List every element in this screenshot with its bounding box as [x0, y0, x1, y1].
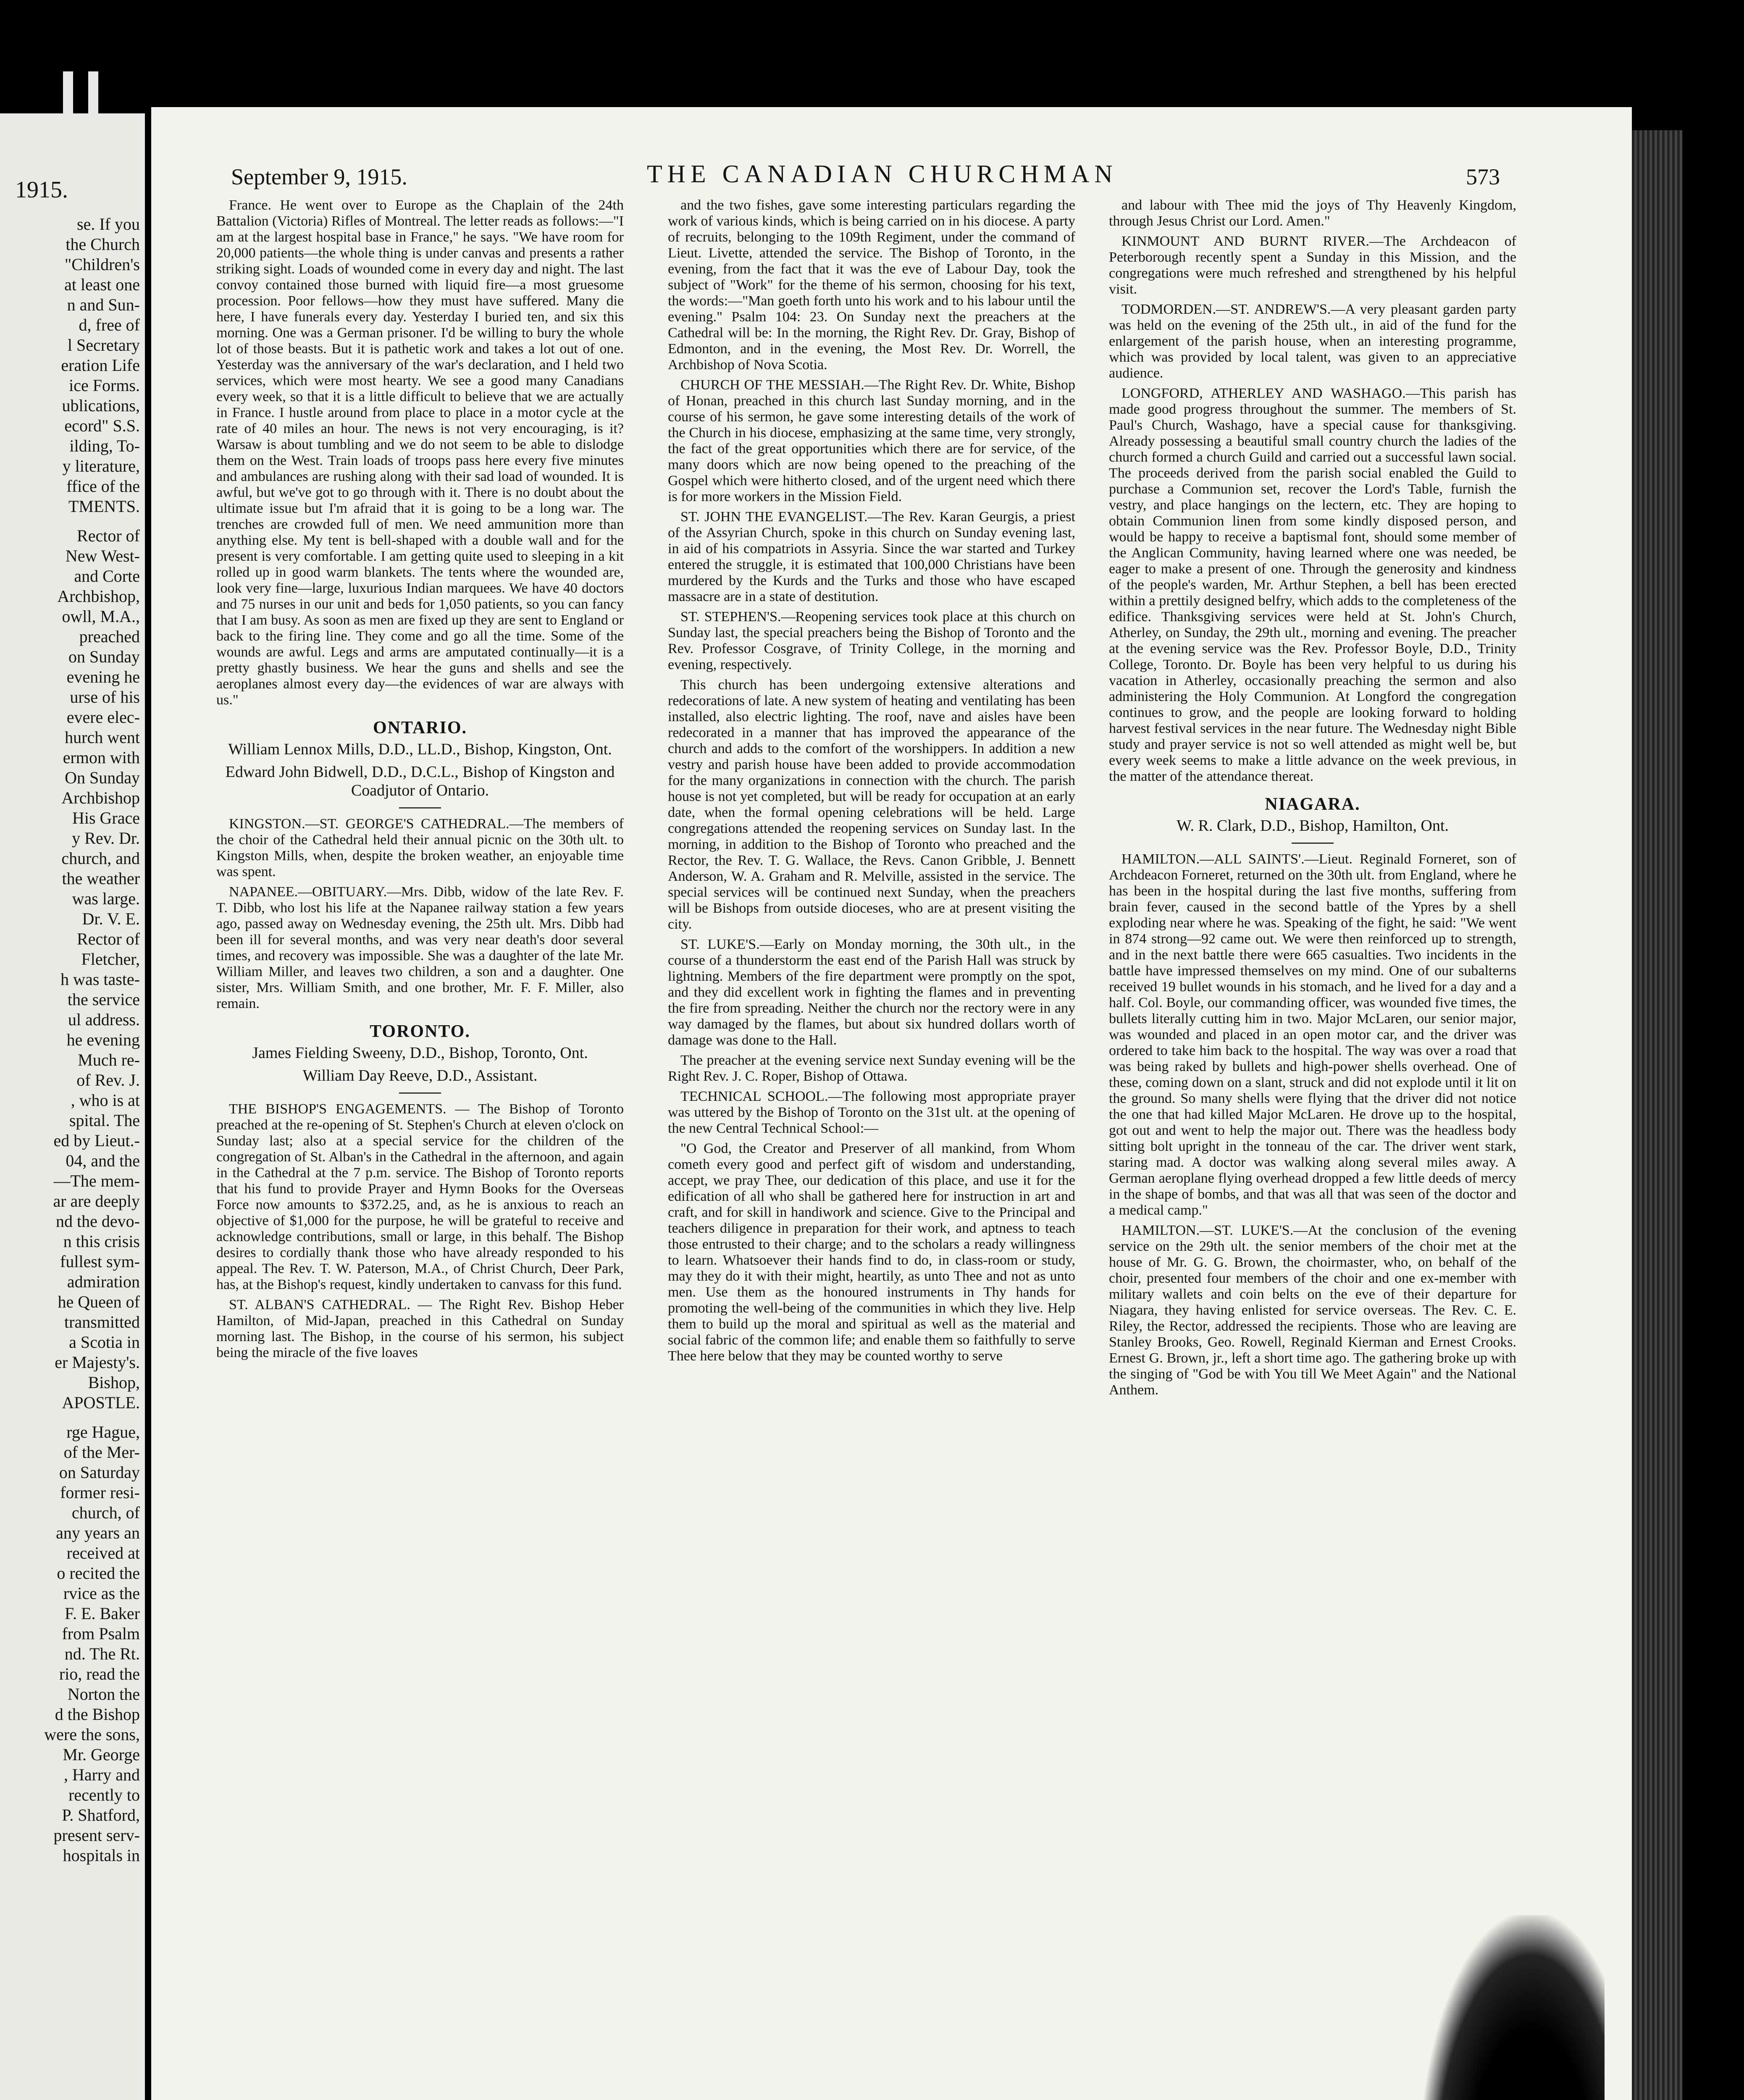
facing-page-line: Norton the: [67, 1685, 140, 1704]
facing-page-line: admiration: [67, 1272, 140, 1291]
facing-page-line: fullest sym-: [60, 1252, 140, 1271]
facing-page-line: of Rev. J.: [76, 1071, 140, 1089]
diocese-heading: TORONTO.: [370, 1022, 470, 1041]
facing-page-line: Mr. George: [63, 1745, 140, 1764]
facing-page-line: any years an: [56, 1523, 140, 1542]
bishop-line: Edward John Bidwell, D.D., D.C.L., Bishop of Kingston and Coadjutor of Ontario.: [225, 763, 615, 799]
article-paragraph: ST. ALBAN'S CATHEDRAL. — The Right Rev. Bishop Heber Hamilton, of Mid-Japan, preached in this Cathedral on Sunday morning last. The Bishop, in the course of his sermon, his subject being the miracle of the five loaves: [216, 1297, 624, 1360]
facing-page-line: present serv-: [53, 1826, 140, 1845]
facing-page-line: n and Sun-: [67, 295, 140, 314]
article-paragraph: NAPANEE.—OBITUARY.—Mrs. Dibb, widow of the late Rev. F. T. Dibb, who lost his life at the Napanee railway station a few years ago, passed away on Wednesday evening, the 25th ult. Mrs. Dibb had been ill for several months, and was very near death's door several times, and recovery was impossible. She was a daughter of the late Mr. William Miller, and leaves two children, a son and a daughter. One sister, Mrs. William Smith, and one brother, Mr. F. F. Miller, also remain.: [216, 884, 624, 1011]
facing-page-line: y literature,: [62, 457, 140, 475]
facing-page-line: TMENTS.: [68, 497, 140, 516]
facing-page-line: ilding, To-: [69, 436, 140, 455]
article-paragraph: France. He went over to Europe as the Chaplain of the 24th Battalion (Victoria) Rifles of Montreal. The letter reads as follows:—"I am at the largest hospital base in France," he says. "We have room for 20,000 patients—the whole thing is under canvas and presents a rather striking sight. Loads of wounded come in every day and night. The last convoy contained those burned with liquid fire—a most gruesome procession. Poor fellows—how they must have suffered. Many die here, I have funerals every day. Yesterday I buried ten, and six this morning. One was a German prisoner. I'd be willing to bury the whole lot of those beasts. But it is pathetic work and takes a lot out of one. Yesterday was the anniversary of the war's declaration, and I held two services, which were most hearty. We see a good many Canadians every week, so that it is a little difficult to believe that we are actually in France. I hustle around from place to place in a motor cycle at the rate of 40 miles an hour. The news is not very encouraging, is it? Warsaw is about tumbling and we do not seem to be able to dislodge them on the West. Train loads of troops pass here every five minutes and ambulances are rushing along with their sad load of wounded. It is awful, but we've got to go through with it. There is no doubt about the ultimate issue but I'm afraid that it is going to be a long war. The trenches are crowded full of men. We need ammunition more than anything else. My tent is bell-shaped with a double wall and for the present is very comfortable. I am getting quite used to sleeping in a kit rolled up in good warm blankets. The tents where the wounded are, look very fine—large, luxurious Indian marquees. We have 40 doctors and 75 nurses in our unit and beds for 1,050 patients, so you can fancy that I am busy. As soon as men are fixed up they are sent to England or back to the firing line. They come and go all the time. Some of the wounds are awful. Legs and arms are amputated continually—it is a pretty ghastly business. We hear the guns and shells and see the aeroplanes almost every day—the evidences of war are always with us.": [216, 197, 624, 708]
facing-page-line: urse of his: [70, 688, 140, 706]
facing-page-year: 1915.: [15, 177, 68, 203]
facing-page-line: received at: [66, 1544, 140, 1562]
section-rule: [399, 807, 441, 808]
facing-page-line: er Majesty's.: [55, 1353, 140, 1372]
facing-page-line: rio, read the: [59, 1664, 140, 1683]
facing-page-line: church, and: [61, 849, 140, 868]
article-paragraph: KINGSTON.—ST. GEORGE'S CATHEDRAL.—The members of the choir of the Cathedral held their annual picnic on the 30th ult. to Kingston Mills, when, despite the broken weather, an enjoyable time was spent.: [216, 816, 624, 879]
article-paragraph: ST. JOHN THE EVANGELIST.—The Rev. Karan Geurgis, a priest of the Assyrian Church, spoke in this church on Sunday evening last, in aid of his compatriots in Assyria. Since the war started and Turkey entered the struggle, it is estimated that 100,000 Christians have been murdered by the Kurds and the Turks and those who have escaped massacre are in a state of destitution.: [668, 509, 1075, 604]
facing-page-line: were the sons,: [44, 1725, 140, 1744]
facing-page-line: church, of: [71, 1503, 140, 1522]
facing-page-line: a Scotia in: [69, 1333, 140, 1352]
facing-page-line: the weather: [62, 869, 140, 888]
facing-page-line: P. Shatford,: [62, 1806, 140, 1824]
facing-page-line: y Rev. Dr.: [72, 829, 140, 848]
page-header: [151, 160, 1632, 197]
newspaper-page: [151, 107, 1632, 2100]
facing-page-line: nd. The Rt.: [64, 1644, 140, 1663]
facing-page-fragment: [0, 113, 145, 2100]
facing-page-line: Archbishop,: [57, 587, 140, 606]
facing-page-line: New West-: [65, 546, 140, 565]
facing-page-line: ed by Lieut.-: [53, 1131, 140, 1150]
facing-page-line: , Harry and: [63, 1765, 140, 1784]
facing-page-line: and Corte: [74, 567, 140, 585]
facing-page-line: he evening: [66, 1030, 140, 1049]
issue-date: September 9, 1915.: [231, 164, 407, 189]
article-paragraph: ST. STEPHEN'S.—Reopening services took place at this church on Sunday last, the special preachers being the Bishop of Toronto and the Rev. Professor Cosgrave, of Trinity College, in the morning and evening, respectively.: [668, 609, 1075, 672]
facing-page-line: l Secretary: [67, 336, 140, 354]
facing-page-line: F. E. Baker: [65, 1604, 140, 1623]
facing-page-line: nd the devo-: [56, 1212, 140, 1231]
facing-page-line: Rector of: [77, 526, 140, 545]
facing-page-line: rvice as the: [63, 1584, 140, 1603]
facing-page-line: "Children's: [64, 255, 140, 274]
facing-page-line: —The mem-: [53, 1171, 140, 1190]
facing-page-line: n this crisis: [63, 1232, 140, 1251]
facing-page-line: On Sunday: [65, 768, 140, 787]
bishop-line: James Fielding Sweeny, D.D., Bishop, Toronto, Ont.: [252, 1044, 588, 1062]
facing-page-line: o recited the: [57, 1564, 140, 1583]
facing-page-line: at least one: [64, 275, 140, 294]
page-number: 573: [1466, 164, 1500, 189]
binding-mark: [63, 71, 73, 118]
facing-page-line: Bishop,: [88, 1373, 140, 1392]
facing-page-line: ecord" S.S.: [64, 416, 140, 435]
facing-page-line: spital. The: [69, 1111, 140, 1130]
column-1: [216, 197, 624, 2100]
facing-page-line: hurch went: [65, 728, 140, 747]
article-paragraph: and labour with Thee mid the joys of Thy Heavenly Kingdom, through Jesus Christ our Lord. Amen.": [1109, 197, 1516, 229]
facing-page-line: d the Bishop: [55, 1705, 140, 1724]
facing-page-line: of the Mer-: [63, 1443, 140, 1462]
diocese-heading: NIAGARA.: [1265, 795, 1361, 814]
facing-page-line: ul address.: [68, 1010, 140, 1029]
section-rule: [1292, 843, 1334, 844]
facing-page-line: recently to: [68, 1785, 140, 1804]
facing-page-line: the Church: [66, 235, 140, 254]
article-paragraph: HAMILTON.—ST. LUKE'S.—At the conclusion of the evening service on the 29th ult. the senior members of the choir met at the house of Mr. G. G. Brown, the choirmaster, who, on behalf of the choir, presented four members of the choir and one ex-member with military wallets and coin belts on the eve of their departure for Niagara, they having enlisted for service overseas. The Rev. C. E. Riley, the Rector, addressed the recipients. Those who are leaving are Stanley Brooks, Geo. Rowell, Reginald Kierman and Ernest Crooks. Ernest G. Brown, jr., left a short time ago. The gathering broke up with the singing of "God be with You till We Meet Again" and the National Anthem.: [1109, 1223, 1516, 1398]
thumb-shadow: [1420, 1915, 1605, 2100]
article-paragraph: This church has been undergoing extensive alterations and redecorations of late. A new system of heating and ventilating has been installed, also electric lighting. The roof, nave and aisles have been redecorated in a manner that has improved the appearance of the church and adds to the comfort of the worshippers. In addition a new vestry and parish house have been added to provide accommodation for the many organizations in connection with the church. The parish house is not yet completed, but will be ready for occupation at an early date, when the formal opening celebrations will be held. Large congregations attended the reopening services on Sunday last. In the morning, in addition to the Bishop of Toronto who preached and the Rector, the Rev. T. G. Wallace, the Revs. Canon Gribble, J. Bennett Anderson, W. A. Graham and R. Melville, assisted in the service. The special services will be continued next Sunday, when the preachers will be Bishops from outside dioceses, who are at present visiting the city.: [668, 677, 1075, 932]
facing-page-line: preached: [79, 627, 140, 646]
article-paragraph: CHURCH OF THE MESSIAH.—The Right Rev. Dr. White, Bishop of Honan, preached in this church last Sunday morning, and in the course of his sermon, he gave some interesting details of the work of the Church in his diocese, emphasizing at the same time, very strongly, the fact of the great opportunities which there are for service, of the many doors which are now being opened to the preaching of the Gospel which were hitherto closed, and of the urgent need which there is for more workers in the Mission Field.: [668, 377, 1075, 504]
facing-page-line: d, free of: [79, 315, 140, 334]
facing-page-line: Archbishop: [61, 788, 140, 807]
facing-page-line: eration Life: [61, 356, 140, 375]
article-paragraph: THE BISHOP'S ENGAGEMENTS. — The Bishop of Toronto preached at the re-opening of St. Stephen's Church at eleven o'clock on Sunday last; also at a special service for the children of the congregation of St. Alban's in the Cathedral in the afternoon, and again in the Cathedral at the 7 p.m. service. The Bishop of Toronto reports that his fund to provide Prayer and Hymn Books for the Overseas Force now amounts to $372.25, and, as he is anxious to reach an objective of $1,000 for the purpose, he will be grateful to receive and acknowledge contributions, small or large, in this behalf. The Bishop desires to cordially thank those who have already responded to his appeal. The Rev. T. W. Paterson, M.A., of Christ Church, Deer Park, has, at the Bishop's request, kindly undertaken to canvass for this fund.: [216, 1101, 624, 1292]
facing-page-line: transmitted: [64, 1312, 140, 1331]
section-rule: [399, 1092, 441, 1094]
bishop-line: William Lennox Mills, D.D., LL.D., Bishop, Kingston, Ont.: [228, 740, 612, 758]
facing-page-line: Much re-: [78, 1050, 140, 1069]
facing-page-line: , who is at: [71, 1091, 140, 1110]
facing-page-line: former resi-: [60, 1483, 140, 1502]
facing-page-line: evening he: [66, 667, 140, 686]
facing-page-line: ffice of the: [66, 477, 140, 496]
facing-page-line: on Saturday: [59, 1463, 140, 1482]
facing-page-line: rge Hague,: [66, 1423, 140, 1441]
article-paragraph: ST. LUKE'S.—Early on Monday morning, the 30th ult., in the course of a thunderstorm the east end of the Parish Hall was struck by lightning. Members of the fire department were promptly on the spot, and they did excellent work in fighting the flames and in preventing the fire from spreading. Neither the church nor the rectory were in any way damaged by the flames, but about six hundred dollars worth of damage was done to the Hall.: [668, 937, 1075, 1048]
facing-page-line: ice Forms.: [69, 376, 140, 395]
bishop-line: William Day Reeve, D.D., Assistant.: [302, 1067, 538, 1084]
facing-page-line: hospitals in: [63, 1846, 140, 1865]
article-paragraph: "O God, the Creator and Preserver of all mankind, from Whom cometh every good and perfect gift of wisdom and understanding, accept, we pray Thee, our dedication of this place, and use it for the edification of all who shall be gathered here for instruction in art and craft, and for skill in handiwork and science. Give to the Principal and teachers diligence in preparation for their work, and aptness to teach those entrusted to their charge; and to the scholars a ready willingness to learn. Whatsoever their hands find to do, in class-room or study, may they do it with their might, heartily, as unto Thee and not as unto men. Use them as the honoured instruments in Thy hands for promoting the well-being of the communities in which they live. Help them to build up the moral and spiritual as well as the material and social fabric of the common life; and enable them so faithfully to serve Thee here below that they may be counted worthy to serve: [668, 1141, 1075, 1364]
column-3: [1109, 197, 1516, 2100]
facing-page-line: was large.: [72, 889, 140, 908]
article-paragraph: LONGFORD, ATHERLEY AND WASHAGO.—This parish has made good progress throughout the summer. The members of St. Paul's Church, Washago, have a special cause for thanksgiving. Already possessing a beautiful small country church the ladies of the church formed a church Guild and carried out a successful lawn social. The proceeds derived from the parish social enabled the Guild to purchase a Communion set, recover the Lord's Table, furnish the vestry, and place hangings on the lectern, etc. They are hoping to obtain Communion linen from some kindly disposed person, and would be happy to receive a baptismal font, should some member of the Anglican Community, having learned where one was needed, be eager to make a present of one. Through the generosity and kindness of the people's warden, Mr. Arthur Stephen, a bell has been erected within a prettily designed belfry, which adds to the completeness of the edifice. Thanksgiving services were held at St. John's Church, Atherley, on Sunday, the 29th ult., morning and evening. The preacher at the evening service was the Rev. Professor Boyle, D.D., Trinity College, Toronto. Dr. Boyle has been very helpful to us during his vacation in Atherley, occasionally preaching the sermon and also administering the Holy Communion. At Longford the congregation continues to grow, and the people are looking forward to holding harvest festival services in the near future. The Wednesday night Bible study and prayer service is not so well attended as might well be, but every week seems to make a little advance on the week previous, in the matter of the attendance thereat.: [1109, 386, 1516, 784]
facing-page-line: His Grace: [72, 808, 140, 827]
facing-page-line: Dr. V. E.: [82, 909, 140, 928]
article-paragraph: KINMOUNT AND BURNT RIVER.—The Archdeacon of Peterborough recently spent a Sunday in this Mission, and the congregations were much refreshed and strengthened by his helpful visit.: [1109, 234, 1516, 297]
facing-page-line: 04, and the: [66, 1151, 140, 1170]
facing-page-line: APOSTLE.: [62, 1393, 140, 1412]
facing-page-line: Fletcher,: [81, 950, 140, 969]
binding-mark: [88, 71, 98, 118]
page-edge-stack: [1632, 130, 1682, 2100]
article-paragraph: TODMORDEN.—ST. ANDREW'S.—A very pleasant garden party was held on the evening of the 25th ult., in aid of the fund for the enlargement of the parish house, when an interesting programme, which was provided by local talent, was given to an appreciative audience.: [1109, 302, 1516, 381]
masthead: THE CANADIAN CHURCHMAN: [647, 160, 1118, 188]
bishop-line: W. R. Clark, D.D., Bishop, Hamilton, Ont.: [1177, 817, 1449, 835]
article-paragraph: The preacher at the evening service next Sunday evening will be the Right Rev. J. C. Roper, Bishop of Ottawa.: [668, 1053, 1075, 1084]
facing-page-line: Rector of: [77, 929, 140, 948]
facing-page-line: the service: [67, 990, 140, 1009]
column-2: [668, 197, 1075, 2100]
facing-page-line: from Psalm: [62, 1624, 140, 1643]
article-paragraph: HAMILTON.—ALL SAINTS'.—Lieut. Reginald Forneret, son of Archdeacon Forneret, returned on the 30th ult. from England, where he has been in the hospital during the last five months, suffering from brain fever, caused in the second battle of the Ypres by a shell exploding near where he was. Speaking of the fight, he said: "We went in 874 strong—92 came out. We were then reinforced up to strength, and in the next battle there were 665 casualties. Two incidents in the battle have impressed themselves on my mind. One of our subalterns received 19 bullet wounds in his stomach, and he lived for a day and a half. Col. Boyle, our commanding officer, was wounded five times, the bullets literally cutting him in two. Major McLaren, our senior major, was wounded and placed in an open motor car, and the driver was ordered to take him back to the hospital. The way was over a road that was being raked by bullets and high-power shells overhead. One of these, coming down on a slant, struck and did not explode until it lit on the ground. So many shells were flying that the driver did not notice the one that had killed Major McLaren. He drove up to the hospital, got out and went to help the major out. There was the headless body sitting bolt upright in the tonneau of the car. The driver went stark, staring mad. A doctor was walking along several miles away. A German aeroplane flying overhead dropped a few little deeds of mercy in the shape of bombs, and that was all that was seen of the doctor and a medical camp.": [1109, 851, 1516, 1218]
facing-page-line: on Sunday: [68, 647, 140, 666]
facing-page-line: evere elec-: [66, 708, 140, 727]
facing-page-line: ar are deeply: [53, 1192, 140, 1210]
facing-page-line: ermon with: [63, 748, 140, 767]
facing-page-line: owll, M.A.,: [62, 607, 140, 626]
article-paragraph: and the two fishes, gave some interesting particulars regarding the work of various kinds, which is being carried on in his diocese. A party of recruits, belonging to the 109th Regiment, under the command of Lieut. Livette, attended the service. The Bishop of Toronto, in the evening, from the fact that it was the eve of Labour Day, took the subject of "Work" for the theme of his sermon, choosing for his text, the words:—"Man goeth forth unto his work and to his labour until the evening." Psalm 104: 23. On Sunday next the preachers at the Cathedral will be: In the morning, the Right Rev. Dr. Gray, Bishop of Edmonton, and in the evening, the Most Rev. Dr. Worrell, the Archbishop of Nova Scotia.: [668, 197, 1075, 373]
article-paragraph: TECHNICAL SCHOOL.—The following most appropriate prayer was uttered by the Bishop of Toronto on the 31st ult. at the opening of the new Central Technical School:—: [668, 1089, 1075, 1136]
facing-page-line: h was taste-: [60, 970, 140, 989]
diocese-heading: ONTARIO.: [373, 718, 468, 738]
facing-page-line: he Queen of: [58, 1292, 140, 1311]
facing-page-line: ublications,: [62, 396, 140, 415]
facing-page-line: se. If you: [77, 215, 140, 234]
